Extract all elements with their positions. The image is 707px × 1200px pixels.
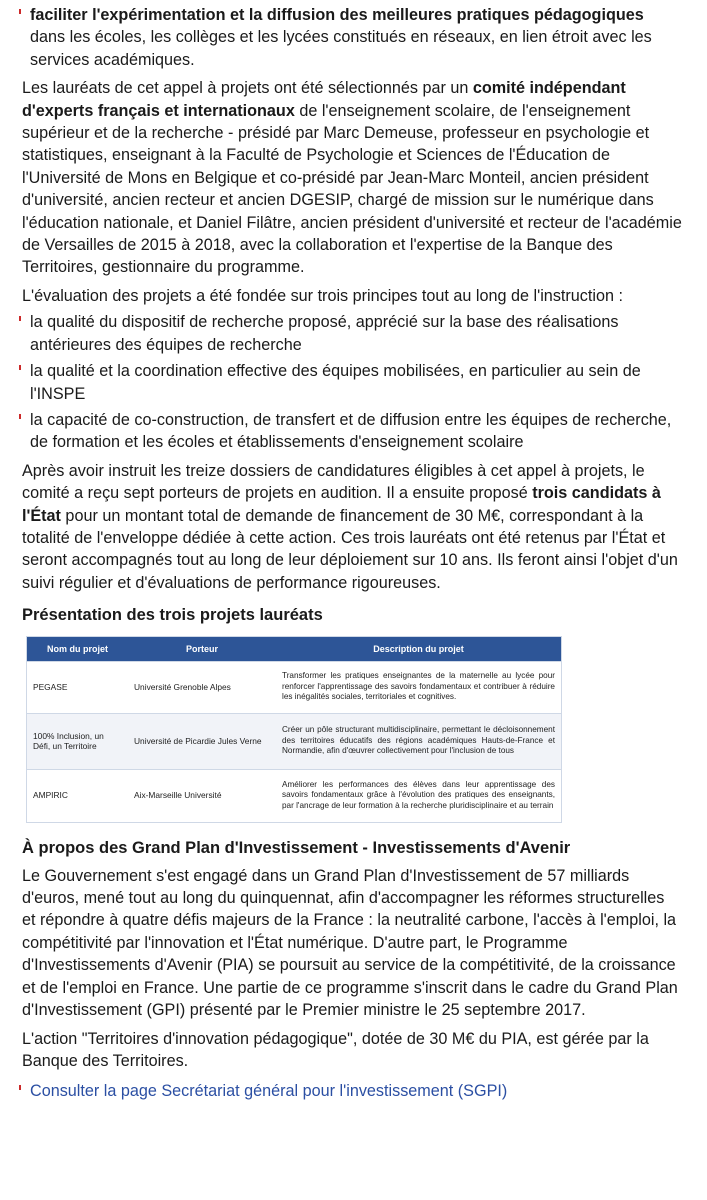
bullet-text: dans les écoles, les collèges et les lycées constitués en réseaux, en lien étroit avec les services académiques. (30, 28, 652, 69)
column-header: Porteur (128, 637, 276, 662)
column-header: Description du projet (276, 637, 561, 662)
project-name-cell: 100% Inclusion, un Défi, un Territoire (27, 714, 128, 770)
project-name-cell: PEGASE (27, 662, 128, 714)
table-row (27, 770, 561, 822)
project-name-cell: AMPIRIC (27, 770, 128, 822)
paragraph-text: pour un montant total de demande de financement de 30 M€, correspondant à la totalité de l'enveloppe dédiée à cette action. Ces trois lauréats ont été retenus par l'État et seront accompagnés tout au long de leur déploiement sur 10 ans. Ils feront ainsi l'objet d'un suivi régulier et d'évaluations de performance rigoureuses. (22, 506, 678, 592)
projects-table-image (26, 636, 562, 823)
evaluation-paragraph: L'évaluation des projets a été fondée sur trois principes tout au long de l'instruction : (22, 286, 623, 305)
links-list (22, 1080, 682, 1102)
principles-list (22, 311, 682, 453)
description-cell: Transformer les pratiques enseignantes de la maternelle au lycée pour renforcer l'apprentissage des savoirs fondamentaux et contribuer à réduire les inégalités sociales, territoriales et cognitives. (276, 662, 561, 714)
paragraph-text: Après avoir instruit les treize dossiers de candidatures éligibles à cet appel à projets, le comité a reçu sept porteurs de projets en audition. Il a ensuite proposé (22, 461, 645, 503)
list-item (22, 4, 682, 71)
list-item: la qualité et la coordination effective des équipes mobilisées, en particulier au sein de l'INSPE (22, 360, 682, 405)
list-item: la qualité du dispositif de recherche proposé, apprécié sur la base des réalisations antérieures des équipes de recherche (22, 311, 682, 356)
porteur-cell: Université Grenoble Alpes (128, 662, 276, 714)
paragraph-bold-text: comité indépendant d'experts français et internationaux (22, 79, 626, 120)
description-cell: Créer un pôle structurant multidisciplinaire, permettant le décloisonnement des territoires éducatifs des régions académiques Hauts-de-France et Normandie, afin d'œuvrer collectivement pour l'inclusion de tous (276, 714, 561, 770)
description-cell: Améliorer les performances des élèves dans leur apprentissage des savoirs fondamentaux grâce à l'évolution des pratiques des enseignants, par l'ancrage de leur formation à la recherche pluridisciplinaire et au terrain (276, 770, 561, 822)
top-bullet-list (22, 4, 682, 71)
sgpi-link[interactable]: Consulter la page Secrétariat général pour l'investissement (SGPI) (30, 1082, 508, 1101)
porteur-cell: Université de Picardie Jules Verne (128, 714, 276, 770)
list-item (22, 1080, 682, 1102)
about-heading: À propos des Grand Plan d'Investissement - Investissements d'Avenir (22, 838, 571, 857)
porteur-cell: Aix-Marseille Université (128, 770, 276, 822)
paragraph-text: de l'enseignement scolaire, de l'enseignement supérieur et de la recherche - présidé par Marc Demeuse, professeur en psychologie et statistiques, enseignant à la Faculté de Psychologie et Sciences de l'Éducation de l'Université de Mons en Belgique et co-présidé par Jean-Marc Monteil, ancien président d'université, ancien recteur et ancien DGESIP, chargé de mission sur le numérique dans l'éducation nationale, et Daniel Filâtre, ancien président d'université et recteur de l'académie de Versailles de 2015 à 2018, avec la collaboration et l'expertise de la Banque des Territoires, gestionnaire du programme. (22, 101, 682, 277)
about-paragraph: Le Gouvernement s'est engagé dans un Grand Plan d'Investissement de 57 milliards d'euros, mené tout au long du quinquennat, afin d'accompagner les réformes structurelles et répondre à quatre défis majeurs de la France : la neutralité carbone, l'accès à l'emploi, la compétitivité par l'innovation et l'État numérique. D'autre part, le Programme d'Investissements d'Avenir (PIA) se poursuit au service de la compétitivité, de la croissance et de l'emploi en France. Une partie de ce programme s'inscrit dans le cadre du Grand Plan d'Investissement (GPI) présenté par le Premier ministre le 25 septembre 2017. (22, 866, 678, 1020)
after-paragraph (22, 460, 682, 594)
projects-table (27, 637, 561, 822)
paragraph-bold-text: trois candidats à l'État (22, 484, 661, 525)
bullet-bold-text: faciliter l'expérimentation et la diffusion des meilleures pratiques pédagogiques (30, 6, 644, 24)
table-header-row (27, 637, 561, 662)
paragraph-text: Les lauréats de cet appel à projets ont été sélectionnés par un (22, 79, 473, 98)
laureates-paragraph (22, 77, 682, 279)
column-header: Nom du projet (27, 637, 128, 662)
action-paragraph: L'action "Territoires d'innovation pédagogique", dotée de 30 M€ du PIA, est gérée par la Banque des Territoires. (22, 1029, 649, 1070)
table-row (27, 662, 561, 714)
list-item: la capacité de co-construction, de transfert et de diffusion entre les équipes de recherche, de formation et les écoles et établissements d'enseignement scolaire (22, 409, 682, 454)
table-row (27, 714, 561, 770)
presentation-heading: Présentation des trois projets lauréats (22, 606, 323, 625)
